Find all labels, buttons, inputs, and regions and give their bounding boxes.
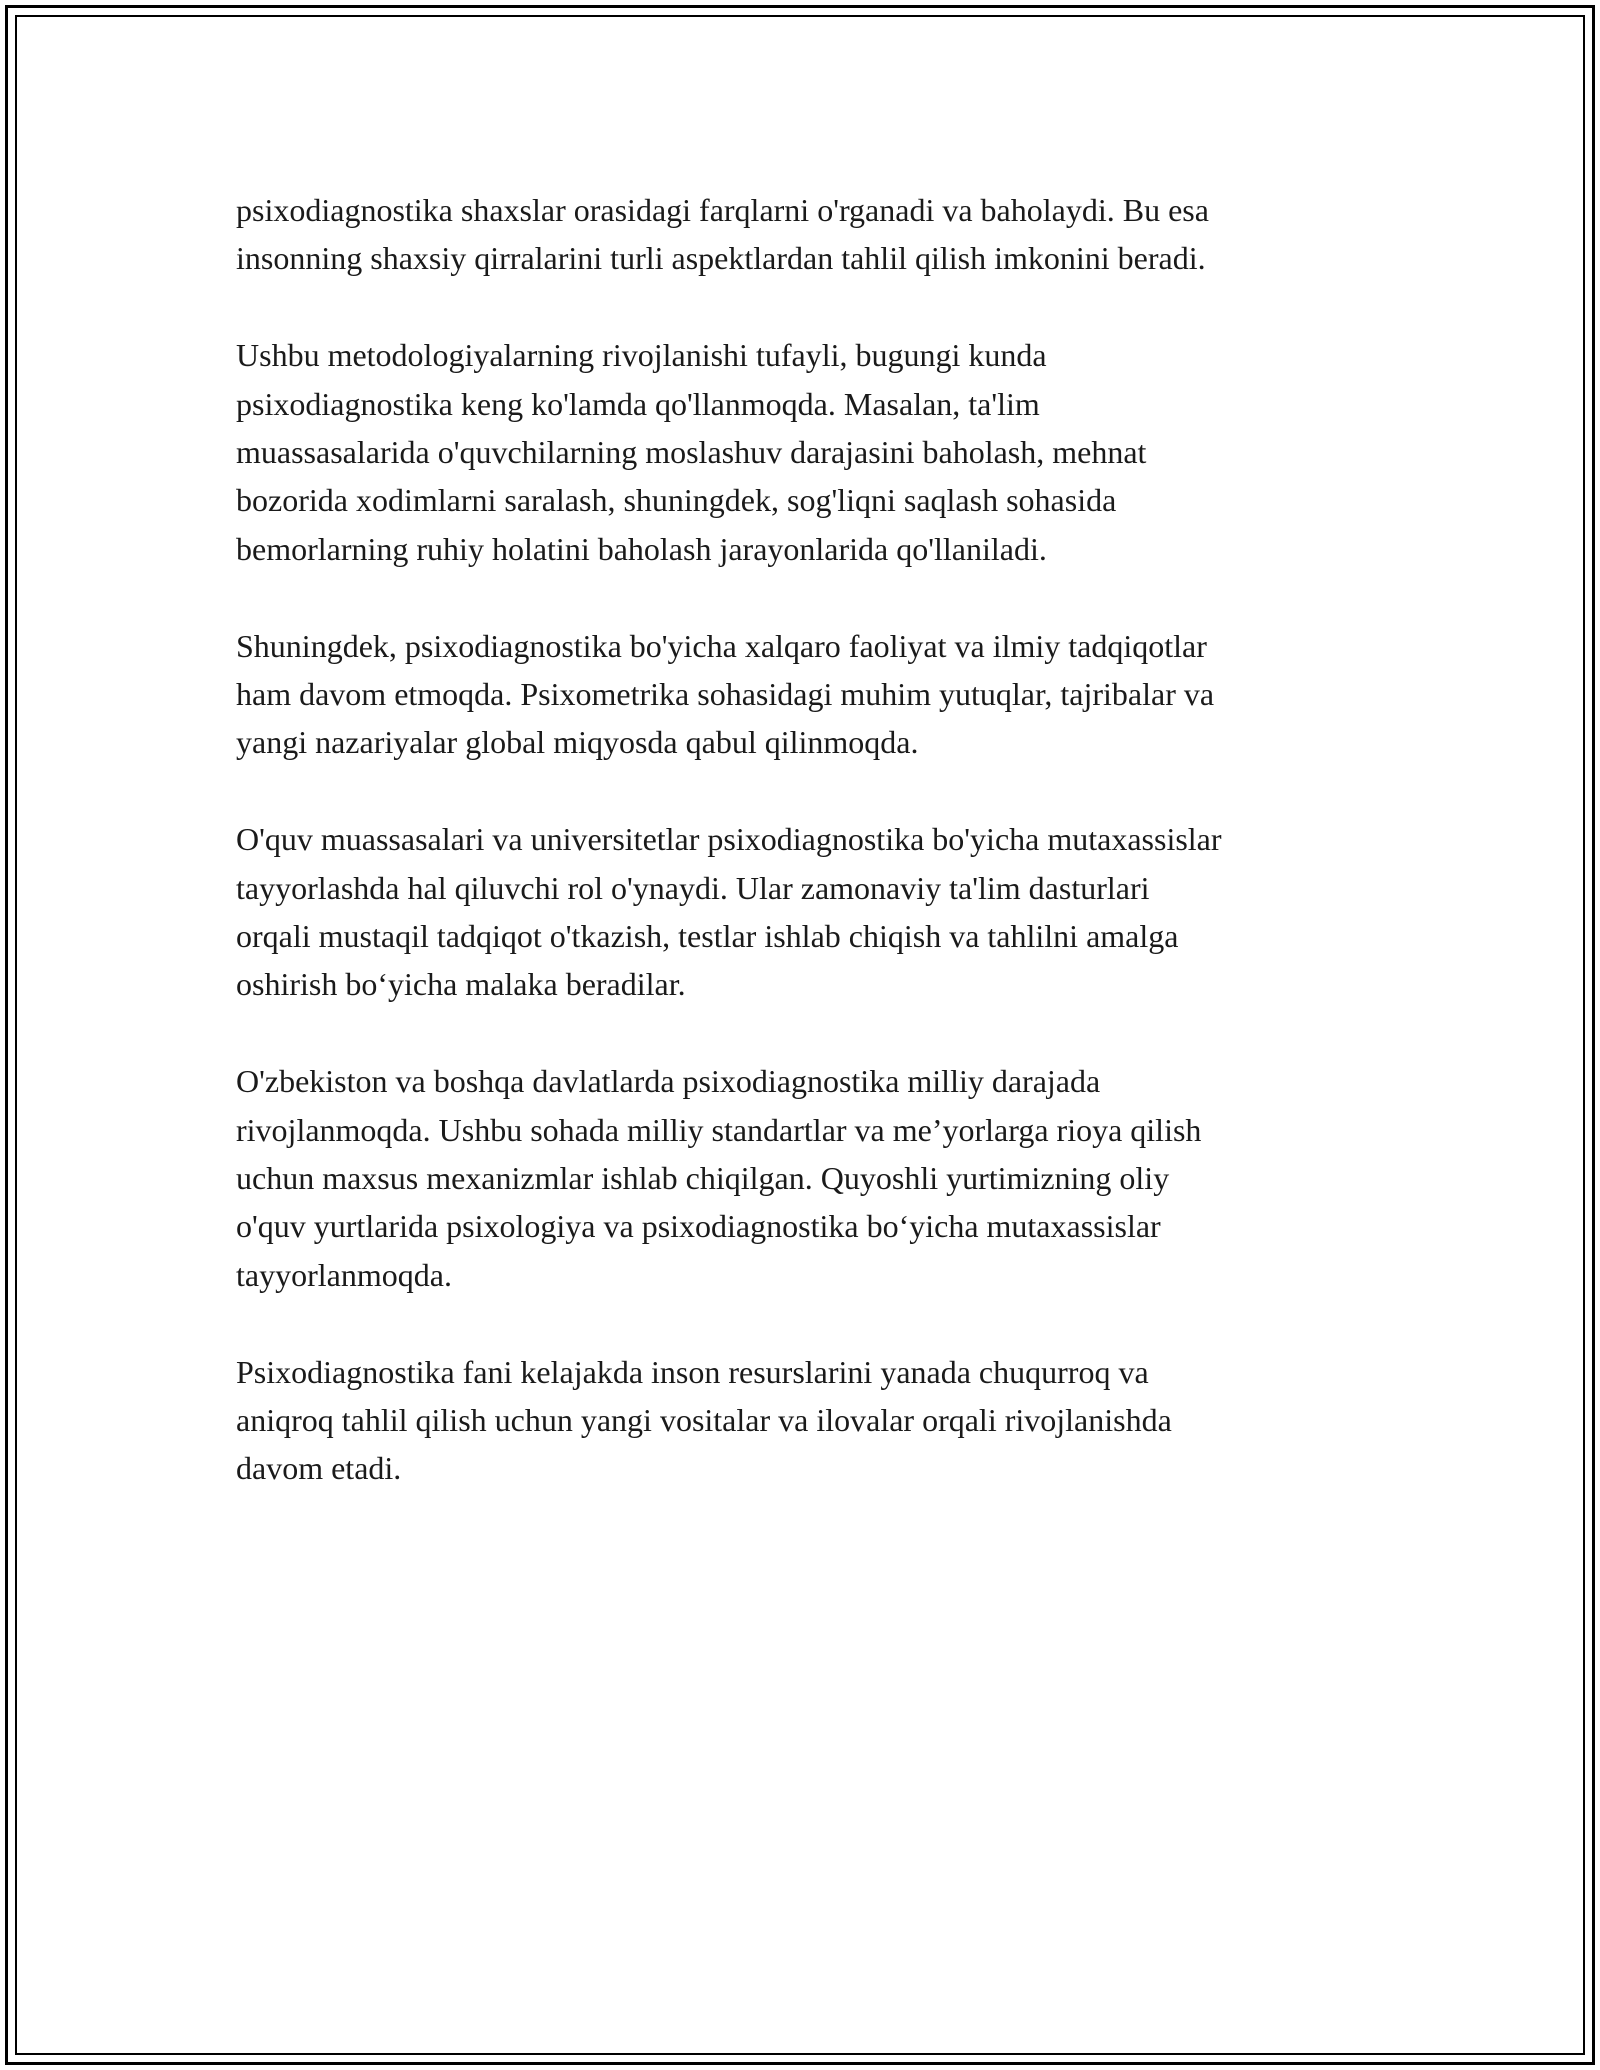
text-line: rivojlanmoqda. Ushbu sohada milliy standartlar va me’yorlarga rioya qilish: [236, 1111, 1202, 1148]
text-line: ham davom etmoqda. Psixometrika sohasidagi muhim yutuqlar, tajribalar va: [236, 676, 1215, 713]
text-line: yangi nazariyalar global miqyosda qabul qilinmoqda.: [236, 724, 919, 761]
text-line: O'zbekiston va boshqa davlatlarda psixodiagnostika milliy darajada: [236, 1063, 1101, 1100]
text-line: uchun maxsus mexanizmlar ishlab chiqilgan. Quyoshli yurtimizning oliy: [236, 1160, 1170, 1197]
text-line: Ushbu metodologiyalarning rivojlanishi tufayli, bugungi kunda: [236, 337, 1047, 374]
paragraph-4: [236, 815, 1426, 1009]
text-line: bozorida xodimlarni saralash, shuningdek, sog'liqni saqlash sohasida: [236, 482, 1117, 519]
text-line: Shuningdek, psixodiagnostika bo'yicha xalqaro faoliyat va ilmiy tadqiqotlar: [236, 627, 1207, 664]
text-line: muassasalarida o'quvchilarning moslashuv darajasini baholash, mehnat: [236, 434, 1147, 471]
text-line: bemorlarning ruhiy holatini baholash jarayonlarida qo'llaniladi.: [236, 530, 1047, 567]
paragraph-2: [236, 331, 1426, 573]
text-line: oshirish bo‘yicha malaka beradilar.: [236, 966, 686, 1003]
text-line: insonning shaxsiy qirralarini turli aspektlardan tahlil qilish imkonini beradi.: [236, 240, 1206, 277]
text-line: tayyorlashda hal qiluvchi rol o'ynaydi. Ular zamonaviy ta'lim dasturlari: [236, 869, 1150, 906]
document-body: [236, 186, 1426, 1541]
text-line: davom etadi.: [236, 1450, 402, 1487]
text-line: aniqroq tahlil qilish uchun yangi vositalar va ilovalar orqali rivojlanishda: [236, 1402, 1172, 1439]
paragraph-5: [236, 1057, 1426, 1299]
text-line: O'quv muassasalari va universitetlar psixodiagnostika bo'yicha mutaxassislar: [236, 821, 1222, 858]
text-line: psixodiagnostika shaxslar orasidagi farqlarni o'rganadi va baholaydi. Bu esa: [236, 192, 1209, 228]
text-line: tayyorlanmoqda.: [236, 1256, 452, 1293]
text-line: orqali mustaqil tadqiqot o'tkazish, testlar ishlab chiqish va tahlilni amalga: [236, 918, 1179, 955]
paragraph-3: [236, 622, 1426, 767]
paragraph-6: [236, 1348, 1426, 1493]
text-line: psixodiagnostika keng ko'lamda qo'llanmoqda. Masalan, ta'lim: [236, 385, 1040, 422]
text-line: o'quv yurtlarida psixologiya va psixodiagnostika bo‘yicha mutaxassislar: [236, 1208, 1161, 1245]
paragraph-1: [236, 186, 1426, 283]
text-line: Psixodiagnostika fani kelajakda inson resurslarini yanada chuqurroq va: [236, 1353, 1149, 1390]
